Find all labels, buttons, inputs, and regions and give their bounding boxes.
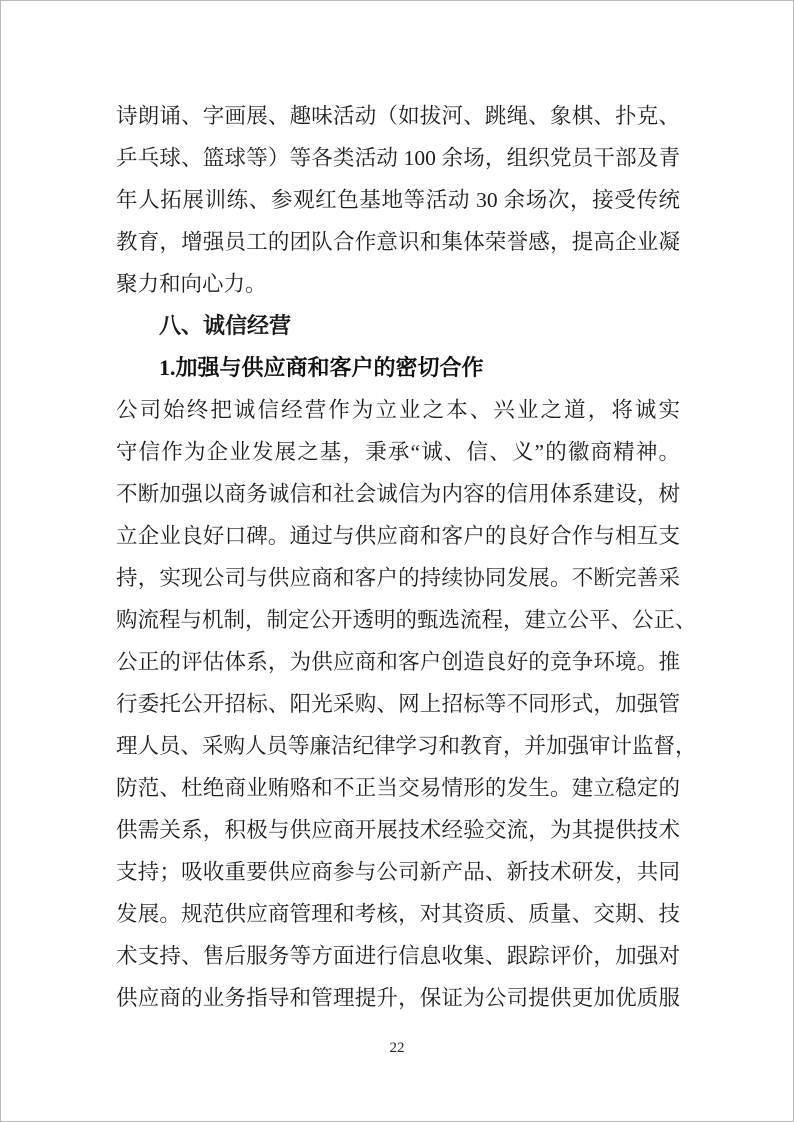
text-line: 乒乓球、篮球等）等各类活动 100 余场，组织党员干部及青 [116, 146, 680, 170]
text-line: 术支持、售后服务等方面进行信息收集、跟踪评价，加强对 [116, 944, 680, 968]
text-line: 防范、杜绝商业贿赂和不正当交易情形的发生。建立稳定的 [116, 776, 680, 800]
text-line: 持，实现公司与供应商和客户的持续协同发展。不断完善采 [116, 566, 680, 590]
paragraph-integrity-operations [116, 389, 697, 1019]
text-line: 理人员、采购人员等廉洁纪律学习和教育，并加强审计监督， [116, 734, 697, 758]
text-line: 发展。规范供应商管理和考核，对其资质、质量、交期、技 [116, 902, 680, 926]
text-line: 供应商的业务指导和管理提升，保证为公司提供更加优质服 [116, 986, 680, 1010]
text-line: 支持；吸收重要供应商参与公司新产品、新技术研发，共同 [116, 860, 680, 884]
text-line: 诗朗诵、字画展、趣味活动（如拔河、跳绳、象棋、扑克、 [116, 104, 680, 128]
sub-heading-supplier-customer-cooperation: 1.加强与供应商和客户的密切合作 [159, 355, 484, 380]
text-line: 立企业良好口碑。通过与供应商和客户的良好合作与相互支 [116, 524, 680, 548]
text-line: 教育，增强员工的团队合作意识和集体荣誉感，提高企业凝 [116, 230, 680, 254]
text-line: 行委托公开招标、阳光采购、网上招标等不同形式，加强管 [116, 692, 680, 716]
text-line: 供需关系，积极与供应商开展技术经验交流，为其提供技术 [116, 818, 680, 842]
text-line: 守信作为企业发展之基，秉承“诚、信、义”的徽商精神。 [116, 440, 680, 464]
section-heading-integrity-management: 八、诚信经营 [159, 313, 292, 338]
paragraph-employee-activities [116, 95, 680, 305]
text-line: 公司始终把诚信经营作为立业之本、兴业之道，将诚实 [116, 398, 680, 422]
text-line: 年人拓展训练、参观红色基地等活动 30 余场次，接受传统 [116, 188, 680, 212]
page-number: 22 [389, 1040, 405, 1056]
text-line: 购流程与机制，制定公开透明的甄选流程，建立公平、公正、 [116, 608, 697, 632]
page-content [116, 95, 697, 1019]
text-line: 聚力和向心力。 [116, 272, 267, 296]
text-line: 不断加强以商务诚信和社会诚信为内容的信用体系建设，树 [116, 482, 680, 506]
text-line: 公正的评估体系，为供应商和客户创造良好的竞争环境。推 [116, 650, 680, 674]
